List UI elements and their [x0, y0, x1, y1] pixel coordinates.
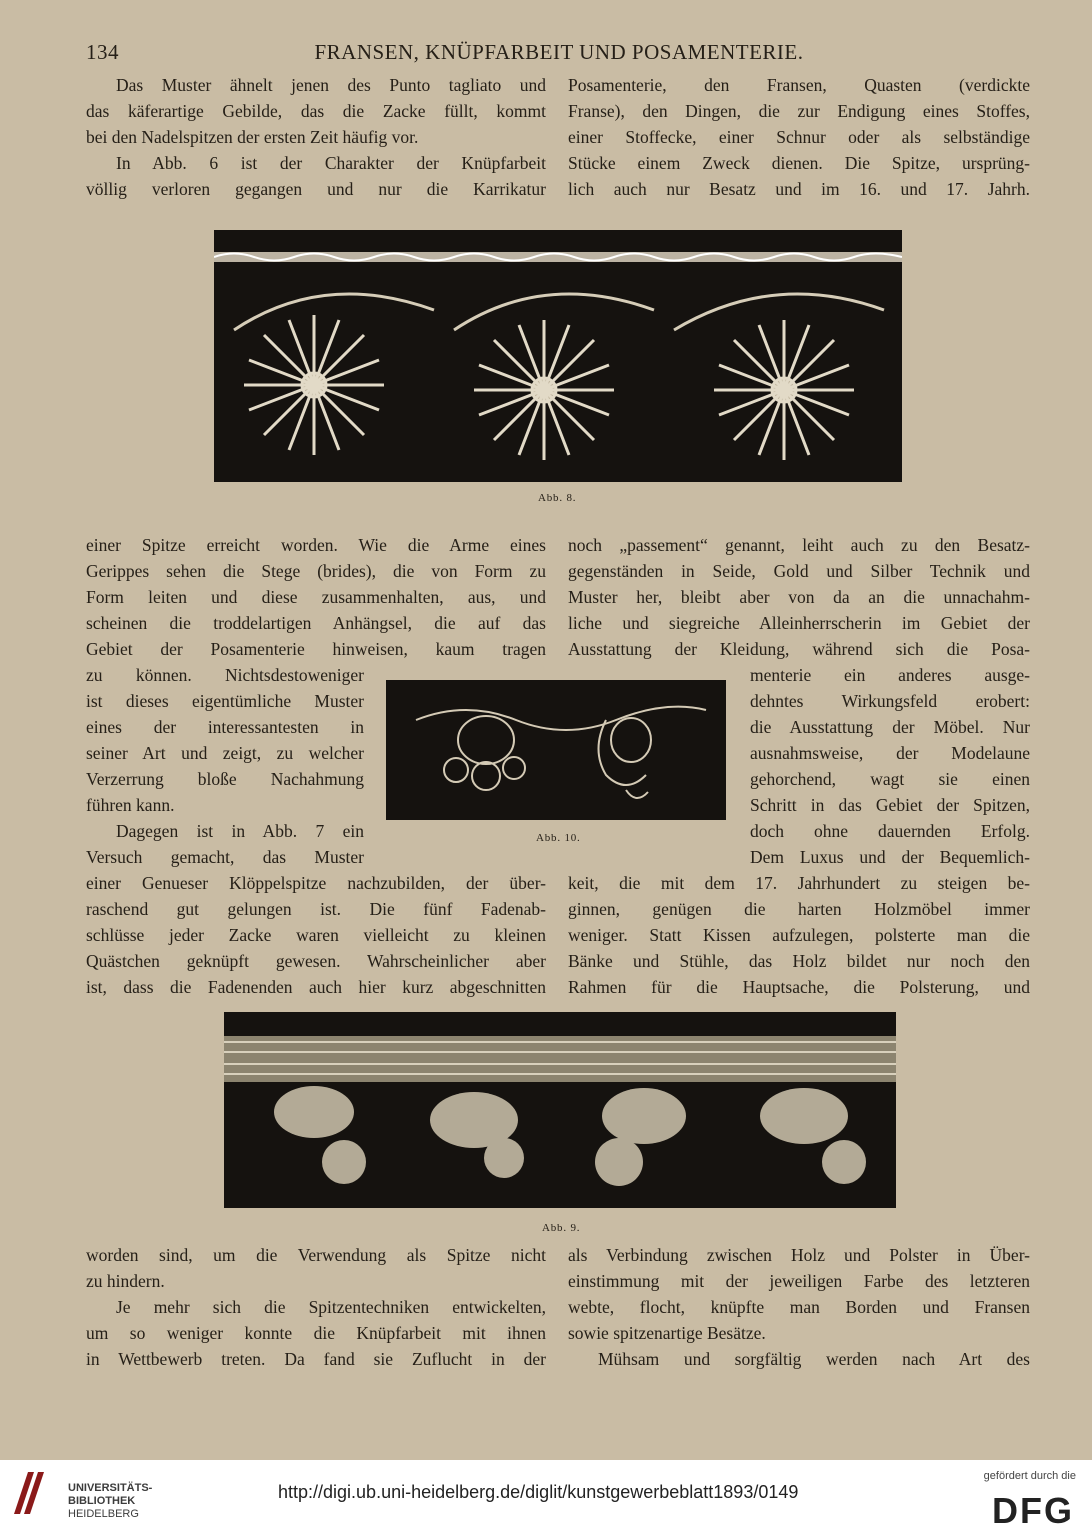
- text-line: um so weniger konnte die Knüpfarbeit mit ihnen: [86, 1323, 546, 1343]
- digitization-footer: [0, 1460, 1092, 1540]
- text-line: lich auch nur Besatz und im 16. und 17. Jahrh.: [568, 179, 1030, 199]
- text-line: ausnahmsweise, der Modelaune: [750, 743, 1030, 763]
- text-line: völlig verloren gegangen und nur die Karrikatur: [86, 179, 546, 199]
- library-name: [68, 1482, 152, 1521]
- text-line: ginnen, genügen die harten Holzmöbel immer: [568, 899, 1030, 919]
- figure-9-caption: Abb. 9.: [542, 1222, 581, 1234]
- library-logo: [10, 1468, 170, 1532]
- text-line: Gebiet der Posamenterie hinweisen, kaum tragen: [86, 639, 546, 659]
- library-seal-icon: [10, 1468, 54, 1518]
- text-line: Quästchen geknüpft gewesen. Wahrscheinlicher aber: [86, 951, 546, 971]
- library-name-line: HEIDELBERG: [68, 1508, 139, 1520]
- text-line: Rahmen für die Hauptsache, die Polsterung, und: [568, 977, 1030, 997]
- text-line: zu hindern.: [86, 1271, 165, 1291]
- figure-10-caption: Abb. 10.: [536, 832, 581, 844]
- text-line: in Wettbewerb treten. Da fand sie Zuflucht in der: [86, 1349, 546, 1369]
- text-block-bottom-right: [568, 1242, 1030, 1372]
- text-line: Dem Luxus und der Bequemlich-: [750, 847, 1030, 867]
- text-line: Muster her, bleibt aber von da an die unnachahm-: [568, 587, 1030, 607]
- text-block-mid-left-bottom: [86, 870, 546, 1000]
- text-line: schlüsse jeder Zacke waren vielleicht zu kleinen: [86, 925, 546, 945]
- figure-9-border-image: [224, 1012, 896, 1208]
- text-block-mid-left: [86, 532, 546, 662]
- figure-8-fringe-image: [214, 230, 902, 482]
- figure-8-caption: Abb. 8.: [538, 492, 577, 504]
- text-line: Verzerrung bloße Nachahmung: [86, 769, 364, 789]
- text-line: Stücke einem Zweck dienen. Die Spitze, ursprüng-: [568, 153, 1030, 173]
- text-line: In Abb. 6 ist der Charakter der Knüpfarbeit: [116, 153, 546, 173]
- page-number: 134: [86, 40, 119, 64]
- text-line: die Ausstattung der Möbel. Nur: [750, 717, 1030, 737]
- text-line: Mühsam und sorgfältig werden nach Art des: [598, 1349, 1030, 1369]
- text-line: Bänke und Stühle, das Holz bildet nur noch den: [568, 951, 1030, 971]
- text-line: führen kann.: [86, 795, 175, 815]
- library-name-line: UNIVERSITÄTS-: [68, 1482, 153, 1494]
- text-line: Form leiten und diese zusammenhalten, aus, und: [86, 587, 546, 607]
- text-block-mid-right-bottom: [568, 870, 1030, 1000]
- text-line: dehntes Wirkungsfeld erobert:: [750, 691, 1030, 711]
- dfg-logo: DFG: [992, 1490, 1074, 1531]
- text-block-bottom-left: [86, 1242, 546, 1372]
- text-block-mid-right: [568, 532, 1030, 662]
- fringe-illustration: [214, 230, 902, 482]
- text-line: einer Genueser Klöppelspitze nachzubilden, der über-: [86, 873, 546, 893]
- text-line: webte, flocht, knüpfte man Borden und Fransen: [568, 1297, 1030, 1317]
- text-block-mid-right-narrow: [750, 662, 1030, 870]
- text-line: einstimmung mit der jeweiligen Farbe des letzteren: [568, 1271, 1030, 1291]
- text-line: ist, dass die Fadenenden auch hier kurz abgeschnitten: [86, 977, 546, 997]
- text-line: ist dieses eigentümliche Muster: [86, 691, 364, 711]
- text-line: seiner Art und zeigt, zu welcher: [86, 743, 364, 763]
- text-line: weniger. Statt Kissen aufzulegen, polsterte man die: [568, 925, 1030, 945]
- text-line: einer Stoffecke, einer Schnur oder als selbständige: [568, 127, 1030, 147]
- text-block-mid-left-narrow: [86, 662, 364, 870]
- text-line: keit, die mit dem 17. Jahrhundert zu steigen be-: [568, 873, 1030, 893]
- text-line: Versuch gemacht, das Muster: [86, 847, 364, 867]
- text-line: raschend gut gelungen ist. Die fünf Fadenab-: [86, 899, 546, 919]
- text-line: liche und siegreiche Alleinherrscherin im Gebiet der: [568, 613, 1030, 633]
- text-block-top-right: [568, 72, 1030, 202]
- text-line: eines der interessantesten in: [86, 717, 364, 737]
- text-line: Schritt in das Gebiet der Spitzen,: [750, 795, 1030, 815]
- text-line: als Verbindung zwischen Holz und Polster in Über-: [568, 1245, 1030, 1265]
- figure-10-lace-image: [386, 680, 726, 820]
- page-header: [86, 40, 1032, 70]
- text-line: das käferartige Gebilde, das die Zacke füllt, kommt: [86, 101, 546, 121]
- text-line: bei den Nadelspitzen der ersten Zeit häufig vor.: [86, 127, 419, 147]
- lace-illustration: [386, 680, 726, 820]
- text-line: gegenständen in Seide, Gold und Silber Technik und: [568, 561, 1030, 581]
- text-line: noch „passement“ genannt, leiht auch zu den Besatz-: [568, 535, 1030, 555]
- text-line: Franse), den Dingen, die zur Endigung eines Stoffes,: [568, 101, 1030, 121]
- text-line: zu können. Nichtsdestoweniger: [86, 665, 364, 685]
- text-line: menterie ein anderes ausge-: [750, 665, 1030, 685]
- funding-note: gefördert durch die: [983, 1470, 1076, 1482]
- text-line: scheinen die troddelartigen Anhängsel, die auf das: [86, 613, 546, 633]
- text-line: gehorchend, wagt sie einen: [750, 769, 1030, 789]
- text-line: Das Muster ähnelt jenen des Punto tagliato und: [116, 75, 546, 95]
- text-line: einer Spitze erreicht worden. Wie die Arme eines: [86, 535, 546, 555]
- border-illustration: [224, 1012, 896, 1208]
- text-line: Dagegen ist in Abb. 7 ein: [116, 821, 364, 841]
- text-block-top-left: [86, 72, 546, 202]
- text-line: Gerippes sehen die Stege (brides), die von Form zu: [86, 561, 546, 581]
- text-line: Posamenterie, den Fransen, Quasten (verdickte: [568, 75, 1030, 95]
- text-line: Ausstattung der Kleidung, während sich die Posa-: [568, 639, 1030, 659]
- library-name-line: BIBLIOTHEK: [68, 1495, 136, 1507]
- running-title: FRANSEN, KNÜPFARBEIT UND POSAMENTERIE.: [314, 40, 804, 64]
- text-line: Je mehr sich die Spitzentechniken entwickelten,: [116, 1297, 546, 1317]
- text-line: doch ohne dauernden Erfolg.: [750, 821, 1030, 841]
- permalink[interactable]: http://digi.ub.uni-heidelberg.de/diglit/kunstgewerbeblatt1893/0149: [278, 1482, 799, 1502]
- text-line: worden sind, um die Verwendung als Spitze nicht: [86, 1245, 546, 1265]
- text-line: sowie spitzenartige Besätze.: [568, 1323, 766, 1343]
